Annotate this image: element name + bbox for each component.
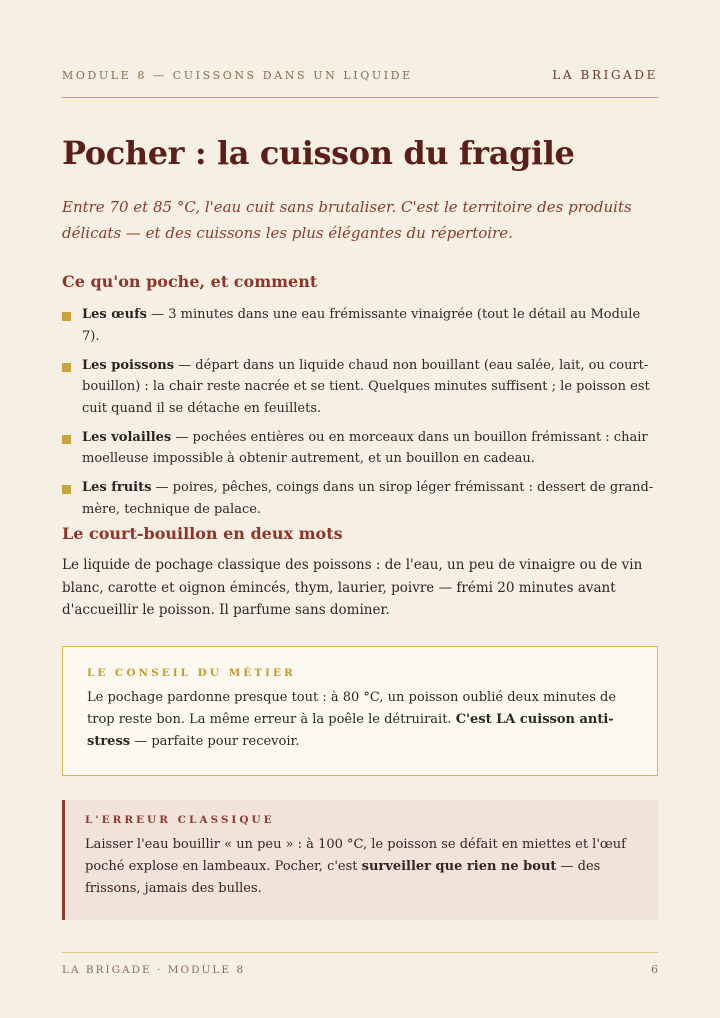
court-bouillon-paragraph: Le liquide de pochage classique des poissons : de l'eau, un peu de vinaigre ou de vin blanc, carotte et oignon émincés, thym, laurier, poivre — frémi 20 minutes avant d'accueillir le poisson. Il parfume sans dominer. <box>62 557 643 618</box>
section-heading-poach-what: Ce qu'on poche, et comment <box>62 272 318 291</box>
page-number: 6 <box>651 963 658 976</box>
square-bullet-icon <box>62 485 71 494</box>
tip-label: LE CONSEIL DU MÉTIER <box>87 667 296 679</box>
square-bullet-icon <box>62 435 71 444</box>
tip-text-bold: C'est LA cuisson anti-stress <box>87 712 614 749</box>
lede-paragraph: Entre 70 et 85 °C, l'eau cuit sans brutaliser. C'est le territoire des produits délicats — et des cuissons les plus élégantes du répertoire. <box>62 198 632 242</box>
item-term: Les poissons <box>82 357 175 373</box>
tip-text-part: Le pochage pardonne presque tout : à 80 °C, un poisson oublié deux minutes de trop reste bon. La même erreur à la poêle le détruirait. <box>87 690 617 727</box>
list-item <box>62 355 658 420</box>
page-footer <box>62 952 658 982</box>
square-bullet-icon <box>62 312 71 321</box>
page-title: Pocher : la cuisson du fragile <box>62 134 575 172</box>
page-header <box>62 68 658 98</box>
error-text-bold: surveiller que rien ne bout <box>361 859 557 874</box>
item-text: — poires, pêches, coings dans un sirop léger frémissant : dessert de grand-mère, technique de palace. <box>82 480 654 517</box>
item-term: Les œufs <box>82 307 147 322</box>
list-item <box>62 304 658 347</box>
brand-label: LA BRIGADE <box>552 68 658 82</box>
tip-box <box>62 646 658 776</box>
list-item <box>62 477 658 520</box>
error-box <box>62 800 658 920</box>
item-term: Les volailles <box>82 429 172 445</box>
tip-text <box>87 687 633 753</box>
item-text: — pochées entières ou en morceaux dans un bouillon frémissant : chair moelleuse impossible à obtenir autrement, et un bouillon en cadeau. <box>82 429 648 466</box>
footer-label: LA BRIGADE · MODULE 8 <box>62 964 246 976</box>
item-term: Les fruits <box>82 480 152 495</box>
list-item <box>62 427 658 470</box>
item-text: — départ dans un liquide chaud non bouillant (eau salée, lait, ou court-bouillon) : la chair reste nacrée et se tient. Quelques minutes suffisent ; le poisson est cuit quand il se détache en feuillets. <box>82 357 650 416</box>
error-label: L'ERREUR CLASSIQUE <box>85 814 275 826</box>
tip-text-part: — parfaite pour recevoir. <box>130 734 300 749</box>
item-text: — 3 minutes dans une eau frémissante vinaigrée (tout le détail au Module 7). <box>82 307 641 344</box>
poach-list <box>62 304 658 528</box>
module-label: MODULE 8 — CUISSONS DANS UN LIQUIDE <box>62 69 413 82</box>
square-bullet-icon <box>62 363 71 372</box>
error-text-part: — des frissons, jamais des bulles. <box>85 859 601 896</box>
section-heading-court-bouillon: Le court-bouillon en deux mots <box>62 524 343 543</box>
error-text-part: Laisser l'eau bouillir « un peu » : à 100 °C, le poisson se défait en miettes et l'œuf poché explose en lambeaux. Pocher, c'est <box>85 837 626 874</box>
error-text <box>85 834 634 900</box>
